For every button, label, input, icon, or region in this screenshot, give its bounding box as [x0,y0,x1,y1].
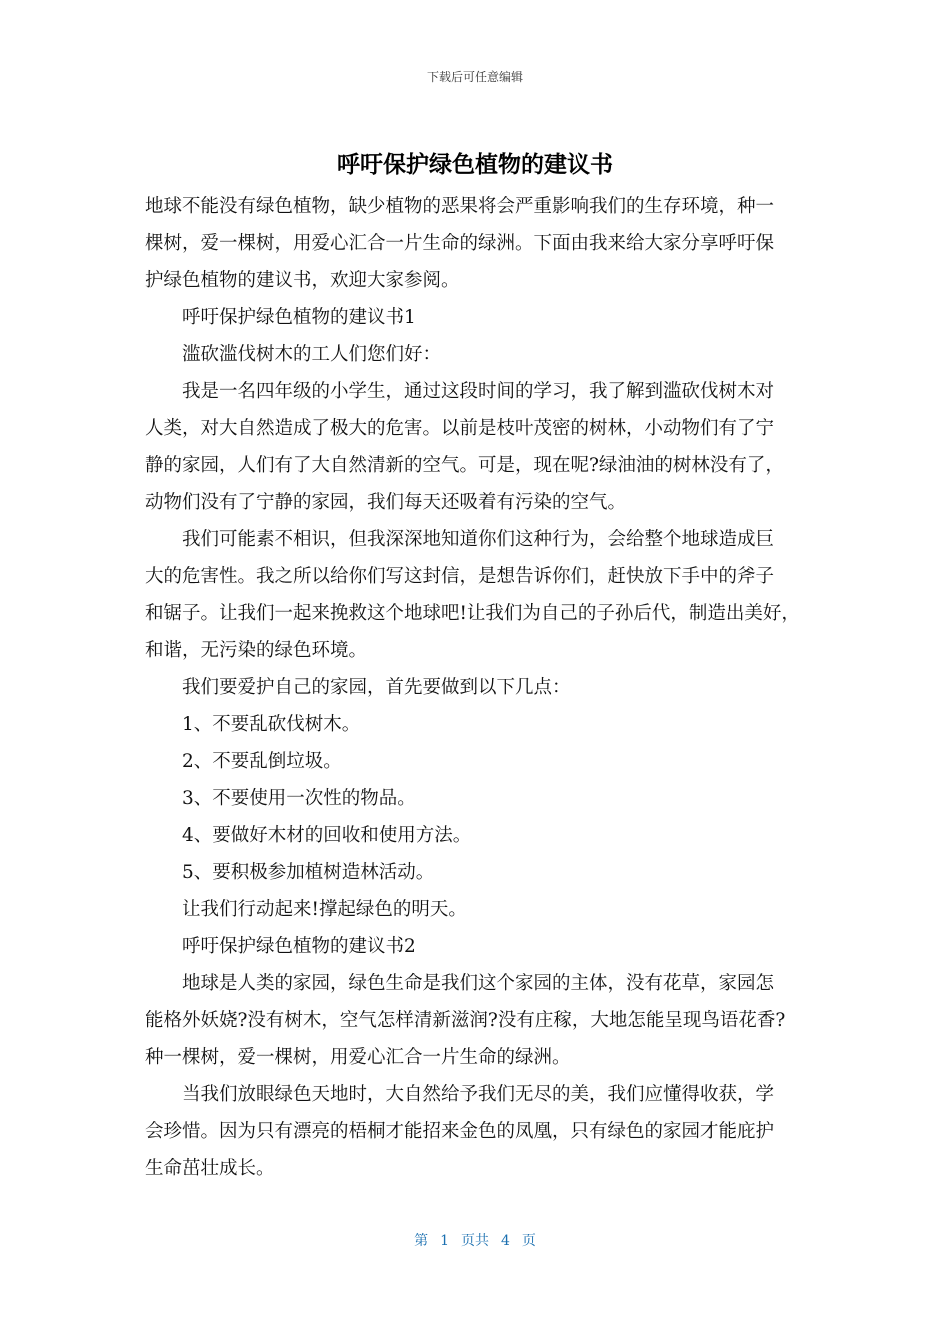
body-line: 静的家园，人们有了大自然清新的空气。可是，现在呢?绿油油的树林没有了， [145,455,784,476]
body-line: 当我们放眼绿色天地时，大自然给予我们无尽的美，我们应懂得收获，学 [182,1084,775,1105]
body-line: 我们要爱护自己的家园，首先要做到以下几点： [182,677,571,698]
list-item: 1、不要乱砍伐树木。 [182,714,361,735]
body-line: 让我们行动起来!撑起绿色的明天。 [182,899,467,920]
body-line: 护绿色植物的建议书，欢迎大家参阅。 [145,270,460,291]
header-note: 下载后可任意编辑 [426,70,523,84]
body-line: 呼吁保护绿色植物的建议书1 [182,307,416,328]
footer-prefix: 第 [414,1233,429,1249]
footer-middle: 页共 [461,1233,489,1249]
body-line: 会珍惜。因为只有漂亮的梧桐才能招来金色的凤凰，只有绿色的家园才能庇护 [145,1121,775,1142]
body-line: 大的危害性。我之所以给你们写这封信，是想告诉你们，赶快放下手中的斧子 [145,566,775,587]
document-title: 呼吁保护绿色植物的建议书 [337,152,613,178]
body-line: 和谐，无污染的绿色环境。 [145,640,368,661]
page-footer [0,1230,950,1250]
body-line: 生命茁壮成长。 [145,1158,275,1179]
body-line: 棵树，爱一棵树，用爱心汇合一片生命的绿洲。下面由我来给大家分享呼吁保 [145,233,775,254]
footer-total-pages: 4 [501,1233,510,1249]
footer-suffix: 页 [521,1233,536,1249]
body-line: 和锯子。让我们一起来挽救这个地球吧!让我们为自己的子孙后代，制造出美好， [145,603,800,624]
document-body [145,188,815,1187]
body-line: 能格外妖娆?没有树木，空气怎样清新滋润?没有庄稼，大地怎能呈现鸟语花香? [145,1010,786,1031]
list-item: 2、不要乱倒垃圾。 [182,751,342,772]
list-item: 4、要做好木材的回收和使用方法。 [182,825,472,846]
footer-page-number: 1 [440,1233,449,1249]
body-line: 种一棵树，爱一棵树，用爱心汇合一片生命的绿洲。 [145,1047,571,1068]
body-line: 我是一名四年级的小学生，通过这段时间的学习，我了解到滥砍伐树木对 [182,381,775,402]
section-heading: 呼吁保护绿色植物的建议书2 [182,936,416,957]
body-line: 地球不能没有绿色植物，缺少植物的恶果将会严重影响我们的生存环境，种一 [145,196,775,217]
list-item: 3、不要使用一次性的物品。 [182,788,416,809]
body-line: 地球是人类的家园，绿色生命是我们这个家园的主体，没有花草，家园怎 [182,973,775,994]
body-line: 我们可能素不相识，但我深深地知道你们这种行为，会给整个地球造成巨 [182,529,775,550]
body-line: 人类，对大自然造成了极大的危害。以前是枝叶茂密的树林，小动物们有了宁 [145,418,775,439]
body-line: 动物们没有了宁静的家园，我们每天还吸着有污染的空气。 [145,492,627,513]
body-line: 滥砍滥伐树木的工人们您们好： [182,344,442,365]
list-item: 5、要积极参加植树造林活动。 [182,862,435,883]
